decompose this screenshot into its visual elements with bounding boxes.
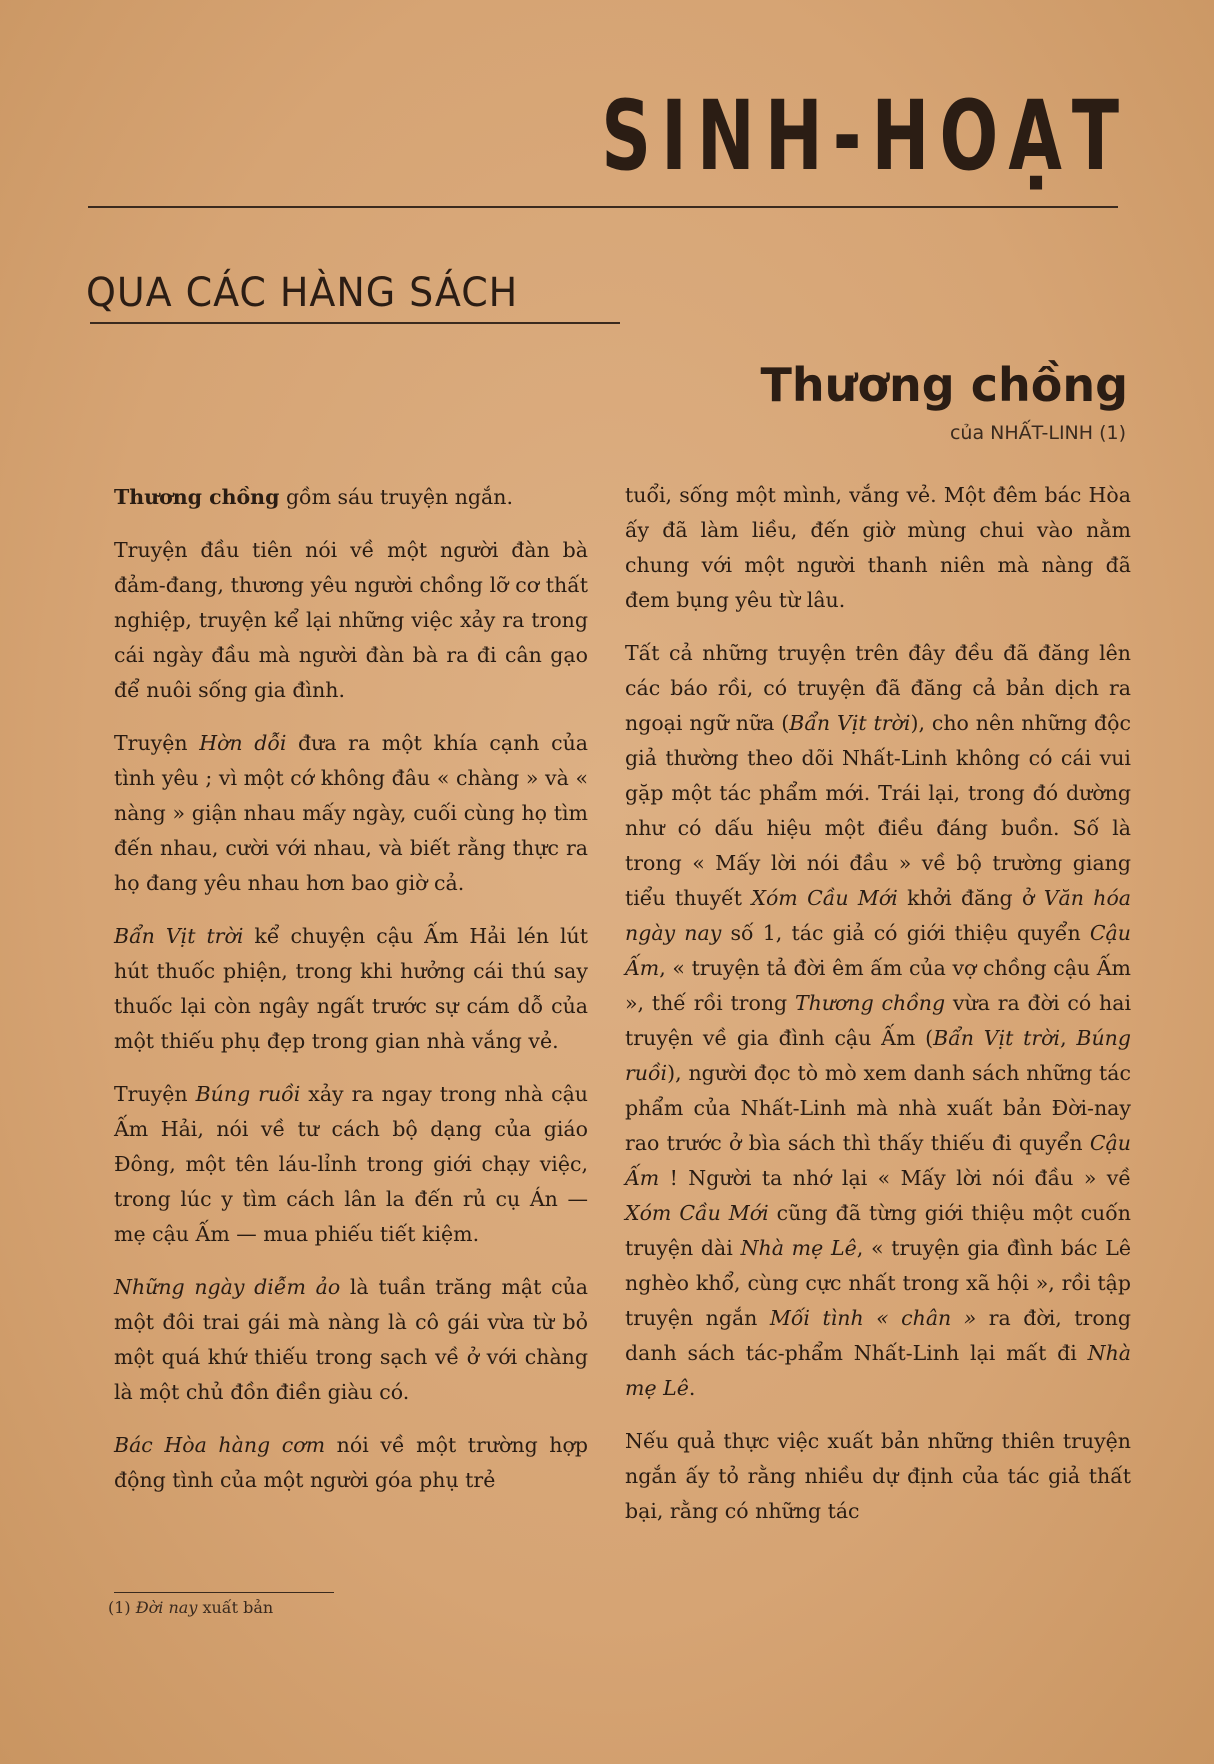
paragraph [114, 1428, 588, 1498]
footnote-text: xuất bản [197, 1598, 274, 1617]
story-title: Bẩn Vịt trời [933, 1026, 1061, 1050]
book-title: Cậu Ấm [625, 921, 1131, 980]
paragraph-text: nói về một trường hợp động tình của một người góa phụ trẻ [114, 1433, 588, 1492]
book-title: Nhà mẹ Lê [740, 1236, 857, 1260]
paragraph-text: kể chuyện cậu Ấm Hải lén lút hút thuốc phiện, trong khi hưởng cái thú say thuốc lại còn ngây ngất trước sự cám dỗ của một thiếu phụ đẹp trong gian nhà vắng vẻ. [114, 924, 588, 1053]
paragraph-text: khởi đăng ở [897, 886, 1044, 910]
story-title: Bẩn Vịt trời [114, 924, 244, 948]
article-byline: của NHẤT-LINH (1) [949, 422, 1126, 444]
paragraph-text: ), người đọc tò mò xem danh sách những tác phẩm của Nhất-Linh mà nhà xuất bản Đời-nay rao trước ở bìa sách thì thấy thiếu đi quyển [625, 1061, 1131, 1155]
story-title: Hờn dỗi [199, 731, 287, 755]
paragraph-text: Tất cả những truyện trên đây đều đã đăng lên các báo rồi, có truyện đã đăng cả bản dịch ra ngoại ngữ nữa ( [625, 641, 1131, 735]
story-title: Bác Hòa hàng cơm [114, 1433, 326, 1457]
paragraph-text: ra đời, trong danh sách tác-phẩm Nhất-Linh lại mất đi [625, 1306, 1131, 1365]
paragraph [114, 1077, 588, 1252]
paragraph: tuổi, sống một mình, vắng vẻ. Một đêm bác Hòa ấy đã làm liều, đến giờ mùng chui vào nằm chung với một người thanh niên mà nàng đã đem bụng yêu từ lâu. [625, 483, 1131, 612]
right-column [625, 478, 1131, 1547]
story-title: Những ngày diễm ảo [114, 1275, 341, 1299]
footnote-mark: (1) [108, 1598, 136, 1617]
paragraph-text: . [688, 1376, 696, 1400]
paragraph-text: gồm sáu truyện ngắn. [279, 485, 513, 509]
paragraph: Truyện đầu tiên nói về một người đàn bà đảm-đang, thương yêu người chồng lỡ cơ thất nghiệp, truyện kể lại những việc xảy ra trong cái ngày đầu mà người đàn bà ra đi cân gạo để nuôi sống gia đình. [114, 538, 588, 702]
masthead-rule [88, 206, 1118, 208]
paragraph [114, 1270, 588, 1410]
publication-title: Văn hóa ngày nay [625, 886, 1132, 945]
story-title: Búng ruồi [625, 1026, 1131, 1085]
paragraph [625, 636, 1131, 1406]
left-column [114, 480, 588, 1516]
paragraph-text: vừa ra đời có hai truyện về gia đình cậu Ấm ( [625, 991, 1132, 1050]
paragraph-text: , « truyện tả đời êm ấm của vợ chồng cậu Ấm », thế rồi trong [625, 956, 1131, 1015]
paragraph-text: đưa ra một khía cạnh của tình yêu ; vì một cớ không đâu « chàng » và « nàng » giận nhau mấy ngày, cuối cùng họ tìm đến nhau, cười với nhau, và biết rằng thực ra họ đang yêu nhau hơn bao giờ cả. [114, 731, 588, 895]
paragraph-text: Truyện [114, 731, 200, 755]
paragraph-text: , « truyện gia đình bác Lê nghèo khổ, cùng cực nhất trong xã hội », rồi tập truyện ngắn [625, 1236, 1132, 1330]
paragraph-text: ! Người ta nhớ lại « Mấy lời nói đầu » về [659, 1166, 1131, 1190]
paragraph-text: ), cho nên những độc giả thường theo dõi Nhất-Linh không có cái vui gặp một tác phẩm mới. Trái lại, trong đó dường như có dấu hiệu một điều đáng buồn. Số là trong « Mấy lời nói đầu » về bộ trường giang tiểu thuyết [625, 711, 1131, 910]
paragraph-text: Truyện [114, 1082, 196, 1106]
masthead: SINH-HOẠT [601, 80, 1129, 192]
paragraph [114, 480, 588, 515]
footnote-rule [114, 1592, 334, 1593]
paragraph [114, 919, 588, 1059]
story-title: Bẩn Vịt trời [789, 711, 911, 735]
story-title: Búng ruồi [195, 1082, 301, 1106]
footnote [108, 1598, 273, 1617]
paragraph-text: là tuần trăng mật của một đôi trai gái mà nàng là cô gái vừa từ bỏ một quá khứ thiếu trong sạch về ở với chàng là một chủ đồn điền giàu có. [114, 1275, 588, 1404]
paragraph-text: cũng đã từng giới thiệu một cuốn truyện dài [625, 1201, 1131, 1260]
book-title: Thương chồng [114, 485, 280, 509]
article-title: Thương chồng [760, 358, 1128, 412]
book-title: Xóm Cầu Mới [625, 1201, 769, 1225]
section-title-underline [90, 322, 620, 324]
paragraph-text: , [1060, 1026, 1077, 1050]
paragraph-text: số 1, tác giả có giới thiệu quyển [721, 921, 1090, 945]
book-title: Cậu Ấm [625, 1131, 1131, 1190]
paragraph [114, 726, 588, 901]
book-title: Mối tình « chân » [769, 1306, 977, 1330]
paragraph: Nếu quả thực việc xuất bản những thiên truyện ngắn ấy tỏ rằng nhiều dự định của tác giả thất bại, rằng có những tác [625, 1429, 1131, 1523]
publisher-name: Đời nay [135, 1598, 198, 1617]
paragraph-text: xảy ra ngay trong nhà cậu Ấm Hải, nói về tư cách bộ dạng của giáo Đông, một tên láu-lỉnh trong giới chạy việc, trong lúc y tìm cách lân la đến rủ cụ Án — mẹ cậu Ấm — mua phiếu tiết kiệm. [114, 1082, 588, 1246]
book-title: Xóm Cầu Mới [751, 886, 898, 910]
section-title: QUA CÁC HÀNG SÁCH [86, 270, 519, 316]
book-title: Nhà mẹ Lê [625, 1341, 1131, 1400]
book-title: Thương chồng [794, 991, 946, 1015]
